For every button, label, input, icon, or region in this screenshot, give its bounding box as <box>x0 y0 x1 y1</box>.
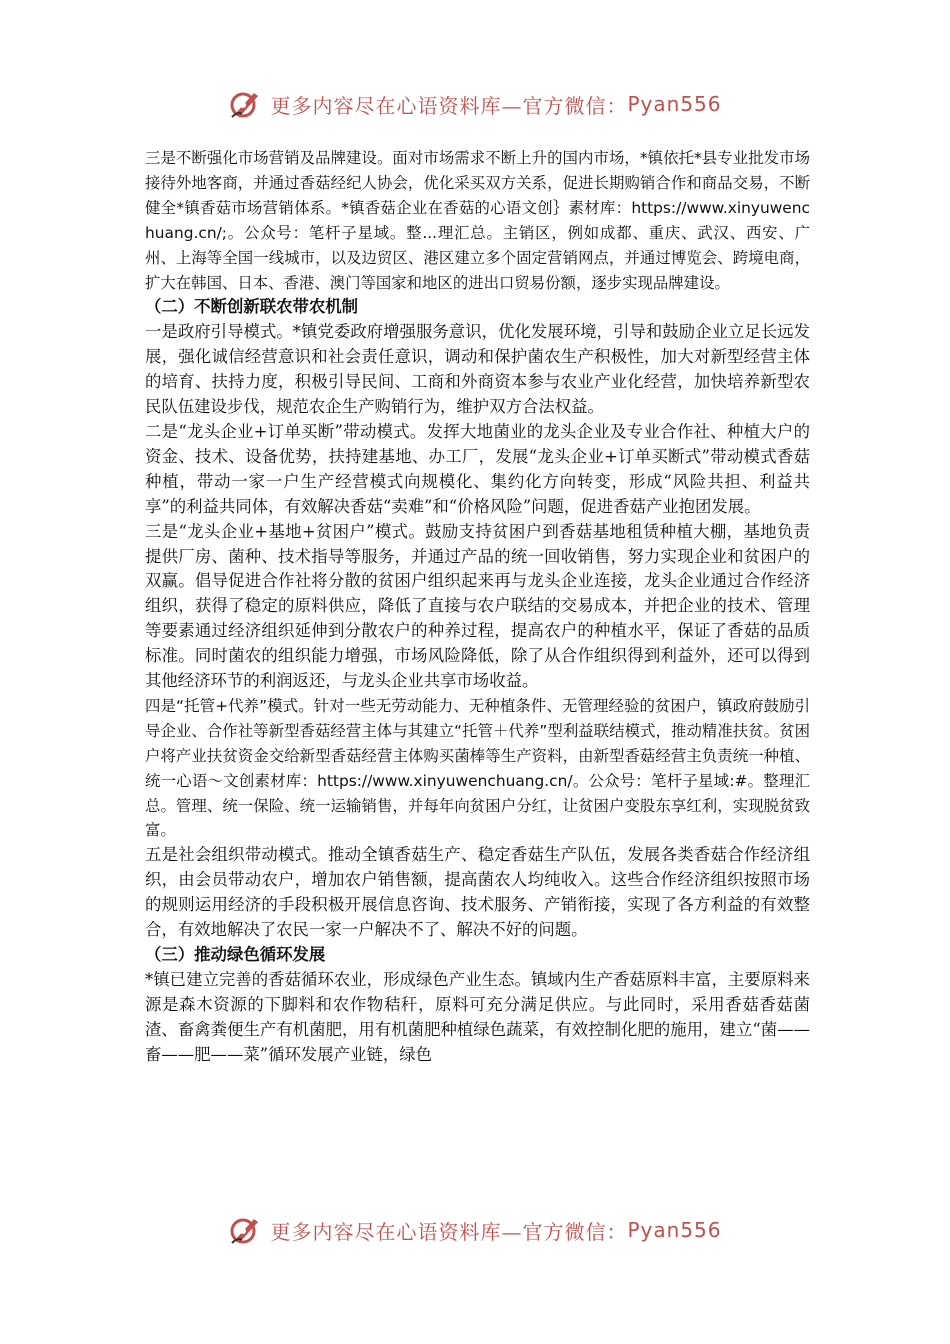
paragraph-trust-model: 四是“托管+代养”模式。针对一些无劳动能力、无种植条件、无管理经验的贫困户，镇政府鼓励引导企业、合作社等新型香菇经营主体与其建立“托管＋代养”型利益联结模式，推动精准扶贫。贫困户将产业扶贫资金交给新型香菇经营主体购买菌棒等生产资料，由新型香菇经营主负责统一种植、统一心语～文创素材库：https://www.xinyuwenchuang.cn/。公众号：笔杆子星域:#。整理汇总。管理、统一保险、统一运输销售，并每年向贫困户分红，让贫困户变股东享红利，实现脱贫致富。 <box>145 696 810 840</box>
paragraph-social-model: 五是社会组织带动模式。推动全镇香菇生产、稳定香菇生产队伍，发展各类香菇合作经济组织，由会员带动农户，增加农户销售额，提高菌农人均纯收入。这些合作经济组织按照市场的规则运用经济的手段积极开展信息咨询、技术服务、产销衔接，实现了各方利益的有效整合，有效地解决了农民一家一户解决不了、解决不好的问题。 <box>145 845 810 940</box>
watermark-wechat-id: Pyan556 <box>627 92 722 116</box>
watermark-text: 更多内容尽在心语资料库—官方微信： <box>270 93 628 118</box>
paragraph-order-model: 二是“龙头企业+订单买断”带动模式。发挥大地菌业的龙头企业及专业合作社、种植大户的资金、技术、设备优势，扶持建基地、办工厂，发展“龙头企业+订单买断式”带动模式香菇种植，带动一家一户生产经营模式向规模化、集约化方向转变，形成“风险共担、利益共享”的利益共同体，有效解决香菇“卖难”和“价格风险”问题，促进香菇产业抱团发展。 <box>145 421 810 516</box>
section-heading-2: （二）不断创新联农带农机制 <box>145 297 359 317</box>
paragraph-green-cycle: *镇已建立完善的香菇循环农业，形成绿色产业生态。镇域内生产香菇原料丰富，主要原料来源是森木资源的下脚料和农作物秸秆，原料可充分满足供应。与此同时，采用香菇香菇菌渣、畜禽粪便生产有机菌肥，用有机菌肥种植绿色蔬菜，有效控制化肥的施用，建立“菌——畜——肥——菜”循环发展产业链，绿色 <box>145 969 810 1064</box>
section-heading-3: （三）推动绿色循环发展 <box>145 945 326 964</box>
watermark-text: 更多内容尽在心语资料库—官方微信： <box>270 1219 628 1244</box>
pen-ink-logo-icon <box>228 1213 262 1247</box>
watermark-wechat-id: Pyan556 <box>627 1218 722 1242</box>
header-watermark <box>0 84 950 124</box>
pen-ink-logo-icon <box>228 87 262 121</box>
paragraph-government-model: 一是政府引导模式。*镇党委政府增强服务意识，优化发展环境，引导和鼓励企业立足长远发展，强化诚信经营意识和社会责任意识，调动和保护菌农生产积极性，加大对新型经营主体的培育、扶持力度，积极引导民间、工商和外商资本参与农业产业化经营，加快培养新型农民队伍建设步伐，规范农企生产购销行为，维护双方合法权益。 <box>145 322 810 417</box>
document-body <box>145 146 810 1068</box>
paragraph-marketing: 三是不断强化市场营销及品牌建设。面对市场需求不断上升的国内市场，*镇依托*县专业批发市场接待外地客商，并通过香菇经纪人协会，优化采买双方关系，促进长期购销合作和商品交易，不断健全*镇香菇市场营销体系。*镇香菇企业在香菇的心语文创｝素材库：https://www.xinyuwenchuang.cn/;。公众号：笔杆子星域。整...理汇总。主销区，例如成都、重庆、武汉、西安、广州、上海等全国一线城市，以及边贸区、港区建立多个固定营销网点，并通过博览会、跨境电商，扩大在韩国、日本、香港、澳门等国家和地区的进出口贸易份额，逐步实现品牌建设。 <box>145 149 810 292</box>
paragraph-base-model: 三是“龙头企业+基地+贫困户”模式。鼓励支持贫困户到香菇基地租赁种植大棚，基地负责提供厂房、菌种、技术指导等服务，并通过产品的统一回收销售，努力实现企业和贫困户的双赢。倡导促进合作社将分散的贫困户组织起来再与龙头企业连接，龙头企业通过合作经济组织，获得了稳定的原料供应，降低了直接与农户联结的交易成本，并把企业的技术、管理等要素通过经济组织延伸到分散农户的种养过程，提高农户的种植水平，保证了香菇的品质标准。同时菌农的组织能力增强，市场风险降低，除了从合作组织得到利益外，还可以得到其他经济环节的利润返还，与龙头企业共享市场收益。 <box>145 521 810 691</box>
footer-watermark <box>0 1210 950 1250</box>
